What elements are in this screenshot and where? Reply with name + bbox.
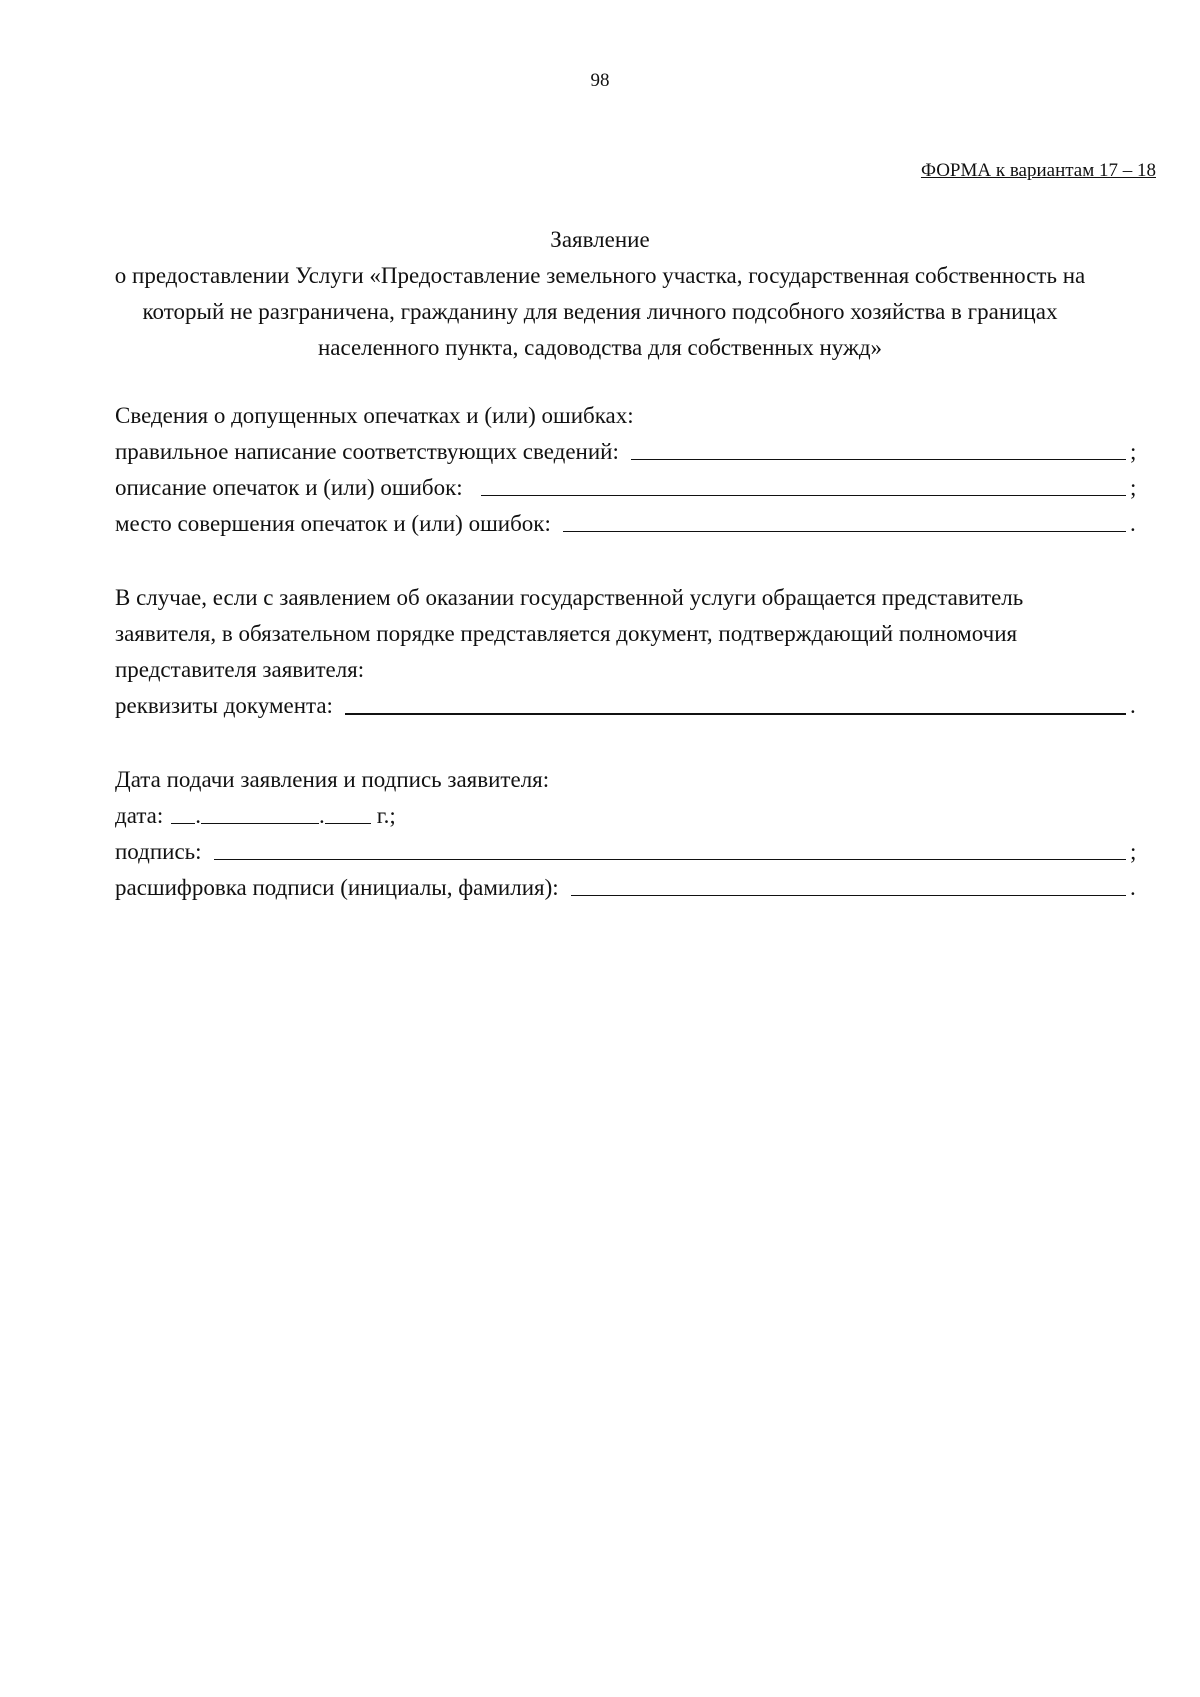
correct-spelling-row	[115, 434, 1142, 470]
typo-location-field[interactable]	[563, 506, 1126, 532]
signature-field[interactable]	[214, 834, 1126, 860]
typo-description-field[interactable]	[481, 470, 1126, 496]
signature-decoding-label: расшифровка подписи (инициалы, фамилия):	[115, 875, 559, 900]
representative-paragraph-line: представителя заявителя:	[115, 657, 365, 682]
subtitle-line: который не разграничена, гражданину для ведения личного подсобного хозяйства в границах	[142, 299, 1058, 324]
form-reference: ФОРМА к вариантам 17 – 18	[920, 160, 1156, 181]
date-day-field[interactable]	[171, 798, 195, 824]
row-end-mark: ;	[1130, 439, 1137, 464]
representative-section	[115, 580, 1142, 724]
document-details-label: реквизиты документа:	[115, 693, 333, 718]
date-row	[115, 798, 1142, 834]
document-title-block	[100, 222, 1100, 366]
correct-spelling-field[interactable]	[631, 434, 1126, 460]
errors-section	[115, 398, 1142, 542]
date-year-field[interactable]	[325, 798, 371, 824]
document-details-field[interactable]	[345, 688, 1126, 715]
signature-section	[115, 762, 1142, 906]
errors-heading: Сведения о допущенных опечатках и (или) ошибках:	[115, 403, 634, 428]
typo-location-row	[115, 506, 1142, 542]
date-separator: .	[195, 803, 201, 828]
row-end-mark: .	[1130, 693, 1136, 718]
signature-heading: Дата подачи заявления и подпись заявителя:	[115, 767, 550, 792]
subtitle-line: населенного пункта, садоводства для собственных нужд»	[317, 335, 883, 360]
signature-decoding-row	[115, 870, 1142, 906]
page-number: 98	[590, 70, 610, 91]
date-suffix: г.;	[376, 803, 396, 828]
subtitle-line: о предоставлении Услуги «Предоставление земельного участка, государственная собственность на	[114, 263, 1086, 288]
row-end-mark: ;	[1130, 475, 1137, 500]
date-label: дата:	[115, 803, 164, 828]
date-month-field[interactable]	[201, 798, 319, 824]
signature-row	[115, 834, 1142, 870]
signature-label: подпись:	[115, 839, 202, 864]
typo-description-row	[115, 470, 1142, 506]
document-details-row	[115, 688, 1142, 724]
correct-spelling-label: правильное написание соответствующих сведений:	[115, 439, 619, 464]
typo-description-label: описание опечаток и (или) ошибок:	[115, 475, 463, 500]
row-end-mark: .	[1130, 875, 1136, 900]
representative-paragraph-line: В случае, если с заявлением об оказании государственной услуги обращается представитель	[115, 585, 1024, 610]
typo-location-label: место совершения опечаток и (или) ошибок:	[115, 511, 551, 536]
date-separator: .	[319, 803, 325, 828]
document-title: Заявление	[550, 227, 650, 252]
row-end-mark: .	[1130, 511, 1136, 536]
representative-paragraph-line: заявителя, в обязательном порядке представляется документ, подтверждающий полномочия	[115, 621, 1018, 646]
row-end-mark: ;	[1130, 839, 1137, 864]
signature-decoding-field[interactable]	[571, 870, 1126, 896]
